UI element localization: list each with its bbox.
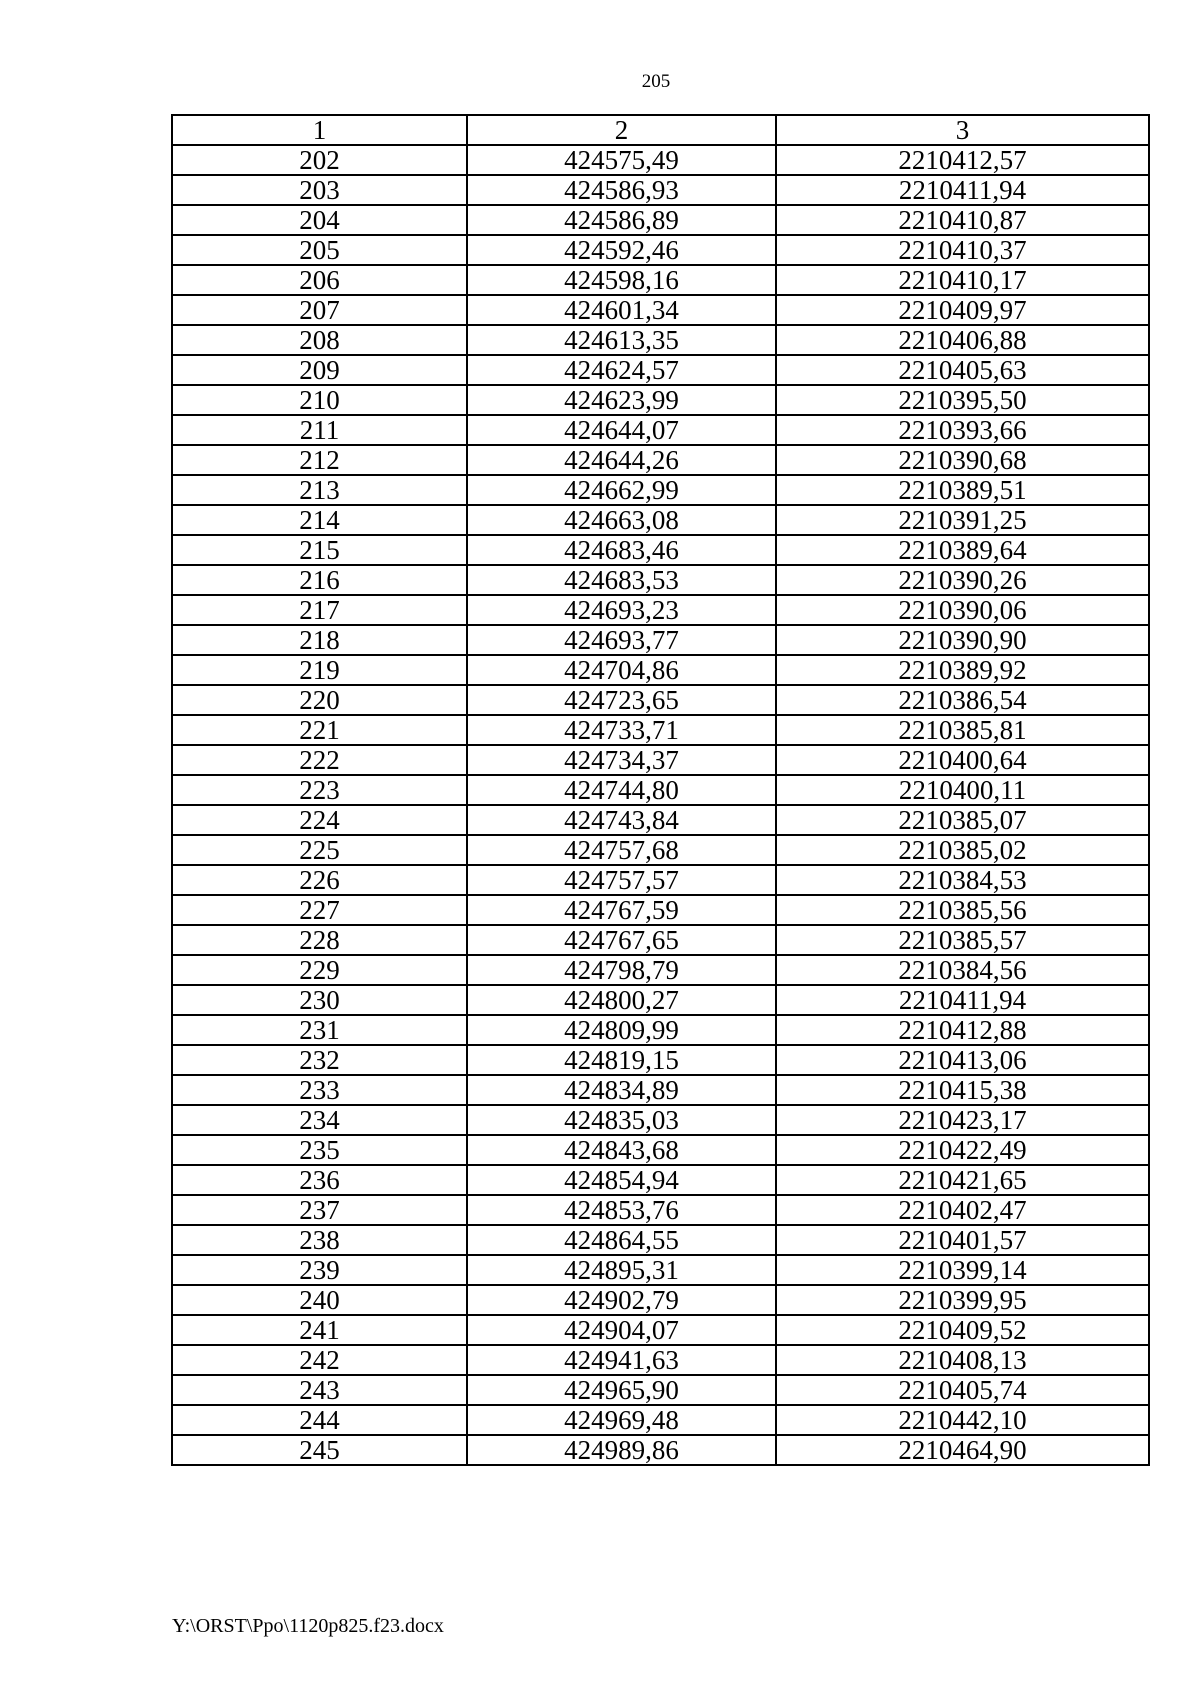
x-coordinate-cell: 424767,65 — [467, 925, 776, 955]
y-coordinate-cell: 2210390,68 — [776, 445, 1149, 475]
point-number-cell: 215 — [172, 535, 467, 565]
y-coordinate-cell: 2210385,56 — [776, 895, 1149, 925]
point-number-cell: 230 — [172, 985, 467, 1015]
y-coordinate-cell: 2210409,97 — [776, 295, 1149, 325]
table-row — [172, 1405, 1149, 1435]
x-coordinate-cell: 424683,53 — [467, 565, 776, 595]
point-number-cell: 205 — [172, 235, 467, 265]
x-coordinate-cell: 424734,37 — [467, 745, 776, 775]
y-coordinate-cell: 2210384,56 — [776, 955, 1149, 985]
table-row — [172, 385, 1149, 415]
point-number-cell: 234 — [172, 1105, 467, 1135]
header-row — [172, 115, 1149, 145]
table-row — [172, 475, 1149, 505]
y-coordinate-cell: 2210385,07 — [776, 805, 1149, 835]
x-coordinate-cell: 424864,55 — [467, 1225, 776, 1255]
y-coordinate-cell: 2210410,37 — [776, 235, 1149, 265]
y-coordinate-cell: 2210389,92 — [776, 655, 1149, 685]
y-coordinate-cell: 2210413,06 — [776, 1045, 1149, 1075]
x-coordinate-cell: 424624,57 — [467, 355, 776, 385]
table-row — [172, 205, 1149, 235]
y-coordinate-cell: 2210385,02 — [776, 835, 1149, 865]
point-number-cell: 211 — [172, 415, 467, 445]
table-row — [172, 445, 1149, 475]
footer-file-path: Y:\ORST\Ppo\1120p825.f23.docx — [172, 1615, 444, 1637]
table-row — [172, 295, 1149, 325]
y-coordinate-cell: 2210406,88 — [776, 325, 1149, 355]
table-row — [172, 1075, 1149, 1105]
x-coordinate-cell: 424644,26 — [467, 445, 776, 475]
table-row — [172, 355, 1149, 385]
point-number-cell: 202 — [172, 145, 467, 175]
table-row — [172, 1225, 1149, 1255]
x-coordinate-cell: 424834,89 — [467, 1075, 776, 1105]
y-coordinate-cell: 2210442,10 — [776, 1405, 1149, 1435]
y-coordinate-cell: 2210411,94 — [776, 175, 1149, 205]
table-row — [172, 1195, 1149, 1225]
table-row — [172, 685, 1149, 715]
y-coordinate-cell: 2210402,47 — [776, 1195, 1149, 1225]
table-body — [172, 145, 1149, 1465]
table-row — [172, 865, 1149, 895]
y-coordinate-cell: 2210422,49 — [776, 1135, 1149, 1165]
y-coordinate-cell: 2210412,88 — [776, 1015, 1149, 1045]
point-number-cell: 239 — [172, 1255, 467, 1285]
point-number-cell: 241 — [172, 1315, 467, 1345]
y-coordinate-cell: 2210390,26 — [776, 565, 1149, 595]
y-coordinate-cell: 2210423,17 — [776, 1105, 1149, 1135]
x-coordinate-cell: 424767,59 — [467, 895, 776, 925]
point-number-cell: 221 — [172, 715, 467, 745]
point-number-cell: 210 — [172, 385, 467, 415]
point-number-cell: 212 — [172, 445, 467, 475]
y-coordinate-cell: 2210391,25 — [776, 505, 1149, 535]
table-row — [172, 985, 1149, 1015]
x-coordinate-cell: 424601,34 — [467, 295, 776, 325]
table-row — [172, 625, 1149, 655]
table-row — [172, 775, 1149, 805]
y-coordinate-cell: 2210408,13 — [776, 1345, 1149, 1375]
y-coordinate-cell: 2210389,51 — [776, 475, 1149, 505]
page-number: 205 — [641, 71, 671, 92]
point-number-cell: 209 — [172, 355, 467, 385]
x-coordinate-cell: 424854,94 — [467, 1165, 776, 1195]
point-number-cell: 203 — [172, 175, 467, 205]
table-row — [172, 595, 1149, 625]
point-number-cell: 208 — [172, 325, 467, 355]
table-row — [172, 1435, 1149, 1465]
point-number-cell: 233 — [172, 1075, 467, 1105]
x-coordinate-cell: 424704,86 — [467, 655, 776, 685]
x-coordinate-cell: 424798,79 — [467, 955, 776, 985]
table-row — [172, 1165, 1149, 1195]
point-number-cell: 216 — [172, 565, 467, 595]
x-coordinate-cell: 424819,15 — [467, 1045, 776, 1075]
point-number-cell: 226 — [172, 865, 467, 895]
table-row — [172, 745, 1149, 775]
point-number-cell: 213 — [172, 475, 467, 505]
y-coordinate-cell: 2210385,81 — [776, 715, 1149, 745]
y-coordinate-cell: 2210399,95 — [776, 1285, 1149, 1315]
x-coordinate-cell: 424613,35 — [467, 325, 776, 355]
x-coordinate-cell: 424744,80 — [467, 775, 776, 805]
y-coordinate-cell: 2210410,17 — [776, 265, 1149, 295]
point-number-cell: 206 — [172, 265, 467, 295]
x-coordinate-cell: 424809,99 — [467, 1015, 776, 1045]
table-row — [172, 925, 1149, 955]
point-number-cell: 219 — [172, 655, 467, 685]
y-coordinate-cell: 2210395,50 — [776, 385, 1149, 415]
point-number-cell: 214 — [172, 505, 467, 535]
y-coordinate-cell: 2210410,87 — [776, 205, 1149, 235]
table-row — [172, 145, 1149, 175]
point-number-cell: 228 — [172, 925, 467, 955]
y-coordinate-cell: 2210401,57 — [776, 1225, 1149, 1255]
point-number-cell: 224 — [172, 805, 467, 835]
x-coordinate-cell: 424757,57 — [467, 865, 776, 895]
table-row — [172, 565, 1149, 595]
point-number-cell: 204 — [172, 205, 467, 235]
x-coordinate-cell: 424904,07 — [467, 1315, 776, 1345]
point-number-cell: 227 — [172, 895, 467, 925]
point-number-cell: 218 — [172, 625, 467, 655]
point-number-cell: 236 — [172, 1165, 467, 1195]
x-coordinate-cell: 424723,65 — [467, 685, 776, 715]
x-coordinate-cell: 424800,27 — [467, 985, 776, 1015]
y-coordinate-cell: 2210390,90 — [776, 625, 1149, 655]
point-number-cell: 237 — [172, 1195, 467, 1225]
point-number-cell: 243 — [172, 1375, 467, 1405]
x-coordinate-cell: 424941,63 — [467, 1345, 776, 1375]
y-coordinate-cell: 2210389,64 — [776, 535, 1149, 565]
x-coordinate-cell: 424965,90 — [467, 1375, 776, 1405]
table-row — [172, 655, 1149, 685]
x-coordinate-cell: 424969,48 — [467, 1405, 776, 1435]
table-row — [172, 415, 1149, 445]
column-header-3: 3 — [776, 115, 1149, 145]
point-number-cell: 242 — [172, 1345, 467, 1375]
x-coordinate-cell: 424662,99 — [467, 475, 776, 505]
x-coordinate-cell: 424853,76 — [467, 1195, 776, 1225]
x-coordinate-cell: 424575,49 — [467, 145, 776, 175]
table-row — [172, 1345, 1149, 1375]
y-coordinate-cell: 2210405,63 — [776, 355, 1149, 385]
x-coordinate-cell: 424592,46 — [467, 235, 776, 265]
table-row — [172, 505, 1149, 535]
point-number-cell: 223 — [172, 775, 467, 805]
table-row — [172, 835, 1149, 865]
y-coordinate-cell: 2210399,14 — [776, 1255, 1149, 1285]
x-coordinate-cell: 424598,16 — [467, 265, 776, 295]
column-header-1: 1 — [172, 115, 467, 145]
table-row — [172, 1045, 1149, 1075]
point-number-cell: 231 — [172, 1015, 467, 1045]
x-coordinate-cell: 424644,07 — [467, 415, 776, 445]
table-row — [172, 265, 1149, 295]
table-row — [172, 175, 1149, 205]
x-coordinate-cell: 424989,86 — [467, 1435, 776, 1465]
table-row — [172, 325, 1149, 355]
table-row — [172, 895, 1149, 925]
x-coordinate-cell: 424623,99 — [467, 385, 776, 415]
point-number-cell: 225 — [172, 835, 467, 865]
point-number-cell: 207 — [172, 295, 467, 325]
point-number-cell: 245 — [172, 1435, 467, 1465]
table-row — [172, 1255, 1149, 1285]
point-number-cell: 217 — [172, 595, 467, 625]
point-number-cell: 220 — [172, 685, 467, 715]
y-coordinate-cell: 2210421,65 — [776, 1165, 1149, 1195]
x-coordinate-cell: 424683,46 — [467, 535, 776, 565]
x-coordinate-cell: 424835,03 — [467, 1105, 776, 1135]
point-number-cell: 232 — [172, 1045, 467, 1075]
table-row — [172, 715, 1149, 745]
x-coordinate-cell: 424743,84 — [467, 805, 776, 835]
x-coordinate-cell: 424843,68 — [467, 1135, 776, 1165]
table-header — [172, 115, 1149, 145]
x-coordinate-cell: 424586,93 — [467, 175, 776, 205]
point-number-cell: 240 — [172, 1285, 467, 1315]
table-row — [172, 805, 1149, 835]
x-coordinate-cell: 424757,68 — [467, 835, 776, 865]
point-number-cell: 244 — [172, 1405, 467, 1435]
table-row — [172, 1015, 1149, 1045]
table-row — [172, 955, 1149, 985]
x-coordinate-cell: 424895,31 — [467, 1255, 776, 1285]
y-coordinate-cell: 2210411,94 — [776, 985, 1149, 1015]
y-coordinate-cell: 2210386,54 — [776, 685, 1149, 715]
y-coordinate-cell: 2210400,64 — [776, 745, 1149, 775]
y-coordinate-cell: 2210409,52 — [776, 1315, 1149, 1345]
table-row — [172, 1135, 1149, 1165]
point-number-cell: 229 — [172, 955, 467, 985]
x-coordinate-cell: 424902,79 — [467, 1285, 776, 1315]
table-row — [172, 1375, 1149, 1405]
point-number-cell: 238 — [172, 1225, 467, 1255]
table-row — [172, 535, 1149, 565]
x-coordinate-cell: 424693,77 — [467, 625, 776, 655]
point-number-cell: 235 — [172, 1135, 467, 1165]
y-coordinate-cell: 2210393,66 — [776, 415, 1149, 445]
table-row — [172, 1285, 1149, 1315]
y-coordinate-cell: 2210464,90 — [776, 1435, 1149, 1465]
y-coordinate-cell: 2210390,06 — [776, 595, 1149, 625]
point-number-cell: 222 — [172, 745, 467, 775]
x-coordinate-cell: 424586,89 — [467, 205, 776, 235]
table-row — [172, 1315, 1149, 1345]
y-coordinate-cell: 2210412,57 — [776, 145, 1149, 175]
coordinates-table — [171, 114, 1150, 1466]
x-coordinate-cell: 424663,08 — [467, 505, 776, 535]
y-coordinate-cell: 2210384,53 — [776, 865, 1149, 895]
x-coordinate-cell: 424693,23 — [467, 595, 776, 625]
y-coordinate-cell: 2210385,57 — [776, 925, 1149, 955]
y-coordinate-cell: 2210405,74 — [776, 1375, 1149, 1405]
column-header-2: 2 — [467, 115, 776, 145]
table-row — [172, 1105, 1149, 1135]
y-coordinate-cell: 2210415,38 — [776, 1075, 1149, 1105]
x-coordinate-cell: 424733,71 — [467, 715, 776, 745]
table-row — [172, 235, 1149, 265]
y-coordinate-cell: 2210400,11 — [776, 775, 1149, 805]
